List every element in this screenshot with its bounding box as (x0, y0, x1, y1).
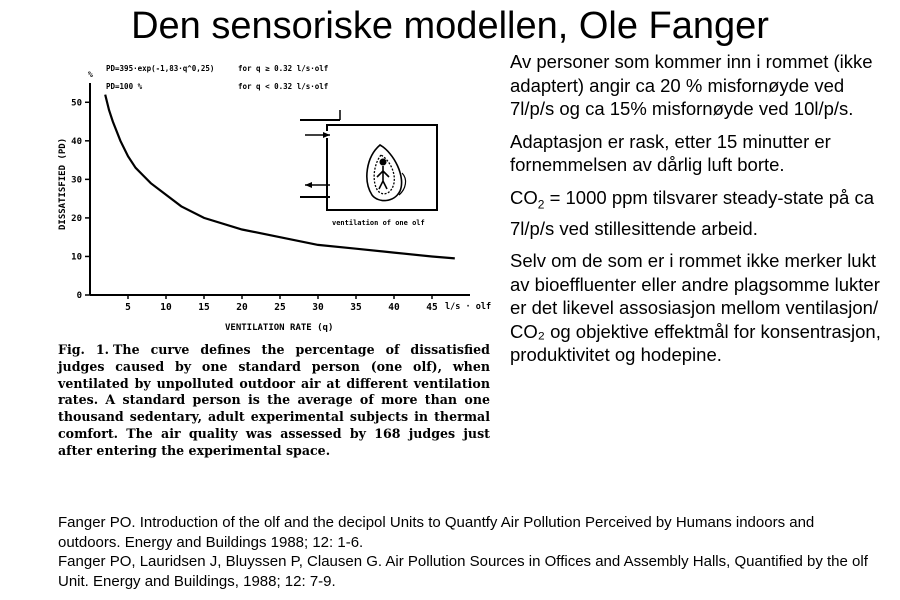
y-tick-label: 20 (71, 213, 82, 224)
x-tick-label: 30 (312, 302, 324, 313)
y-tick-label: 10 (71, 252, 82, 263)
equation-1-formula: PD=395·exp(-1,83·q^0,25) (106, 64, 215, 73)
co2-rest: = 1000 ppm tilsvarer steady-state på ca 7l/p/s ved stillesittende arbeid. (510, 186, 875, 239)
reference-2: Fanger PO, Lauridsen J, Bluyssen P, Clausen G. Air Pollution Sources in Offices and Assembly Halls, Quantified by the olf Unit. Energy and Buildings, 1988; 12: 7-9. (58, 553, 868, 590)
caption-text: The curve defines the percentage of dissatisfied judges caused by one standard person (one olf), when ventilated by unpolluted outdoor air at different ventilation rates. A standard person is the average of more than one thousand sedentary, adult experimental subjects in thermal comfort. The air quality was assessed by 168 judges just after entering the experimental space. (58, 342, 490, 458)
y-tick-label: 30 (71, 175, 82, 186)
pd-chart-svg (50, 55, 500, 340)
y-tick-label: 50 (71, 98, 82, 109)
co2-subscript: 2 (537, 197, 545, 212)
x-tick-label: 5 (125, 302, 131, 313)
x-axis-label: VENTILATION RATE (q) (225, 323, 334, 333)
paragraph-adaptation-1: Av personer som kommer inn i rommet (ikke adaptert) angir ca 20 % misfornøyde ved 7l/p/s og ca 15% misfornøyde ved 10l/p/s. (510, 51, 873, 119)
paragraph-ventilation: Selv om de som er i rommet ikke merker lukt av bioeffluenter eller andre plagsomme lukter er det likevel assosiasjon mellom ventilasjon/ CO₂ og objektive effektmål for konsentrasjon, produktivitet og hodepine. (510, 250, 881, 366)
y-tick-label: 0 (76, 291, 82, 301)
x-tick-label: 45 (426, 302, 438, 313)
caption-label: Fig. 1. (58, 342, 110, 357)
slide-title: Den sensoriske modellen, Ole Fanger (131, 5, 769, 47)
chart-ticks (71, 98, 438, 313)
equation-2-condition: for q < 0.32 l/s·olf (238, 82, 329, 91)
y-axis-label: DISSATISFIED (PD) (58, 137, 68, 230)
pd-curve-line (105, 95, 455, 259)
x-tick-label: 25 (274, 302, 286, 313)
chart-axes (90, 83, 470, 295)
x-tick-label: 35 (350, 302, 362, 313)
inset-label: ventilation of one olf (332, 219, 425, 227)
equation-2-formula: PD=100 % (106, 82, 143, 91)
y-unit-label: % (88, 70, 93, 79)
inset-room-sketch (300, 110, 437, 227)
figure-caption (58, 342, 490, 460)
x-tick-label: 15 (198, 302, 210, 313)
x-tick-label: 10 (160, 302, 172, 313)
co2-prefix: CO (510, 186, 538, 208)
references (58, 513, 878, 591)
x-unit-label: l/s · olf (445, 302, 492, 312)
pd-chart (50, 55, 500, 340)
slide-body (510, 50, 890, 376)
y-tick-label: 40 (71, 136, 82, 147)
reference-1: Fanger PO. Introduction of the olf and the decipol Units to Quantfy Air Pollution Perceived by Humans indoors and outdoors. Energy and Buildings 1988; 12: 1-6. (58, 514, 815, 551)
equation-1-condition: for q ≥ 0.32 l/s·olf (238, 64, 329, 73)
x-tick-label: 20 (236, 302, 248, 313)
x-tick-label: 40 (388, 302, 400, 313)
paragraph-adaptation-2: Adaptasjon er rask, etter 15 minutter er fornemmelsen av dårlig luft borte. (510, 130, 831, 175)
paragraph-co2 (510, 186, 890, 241)
